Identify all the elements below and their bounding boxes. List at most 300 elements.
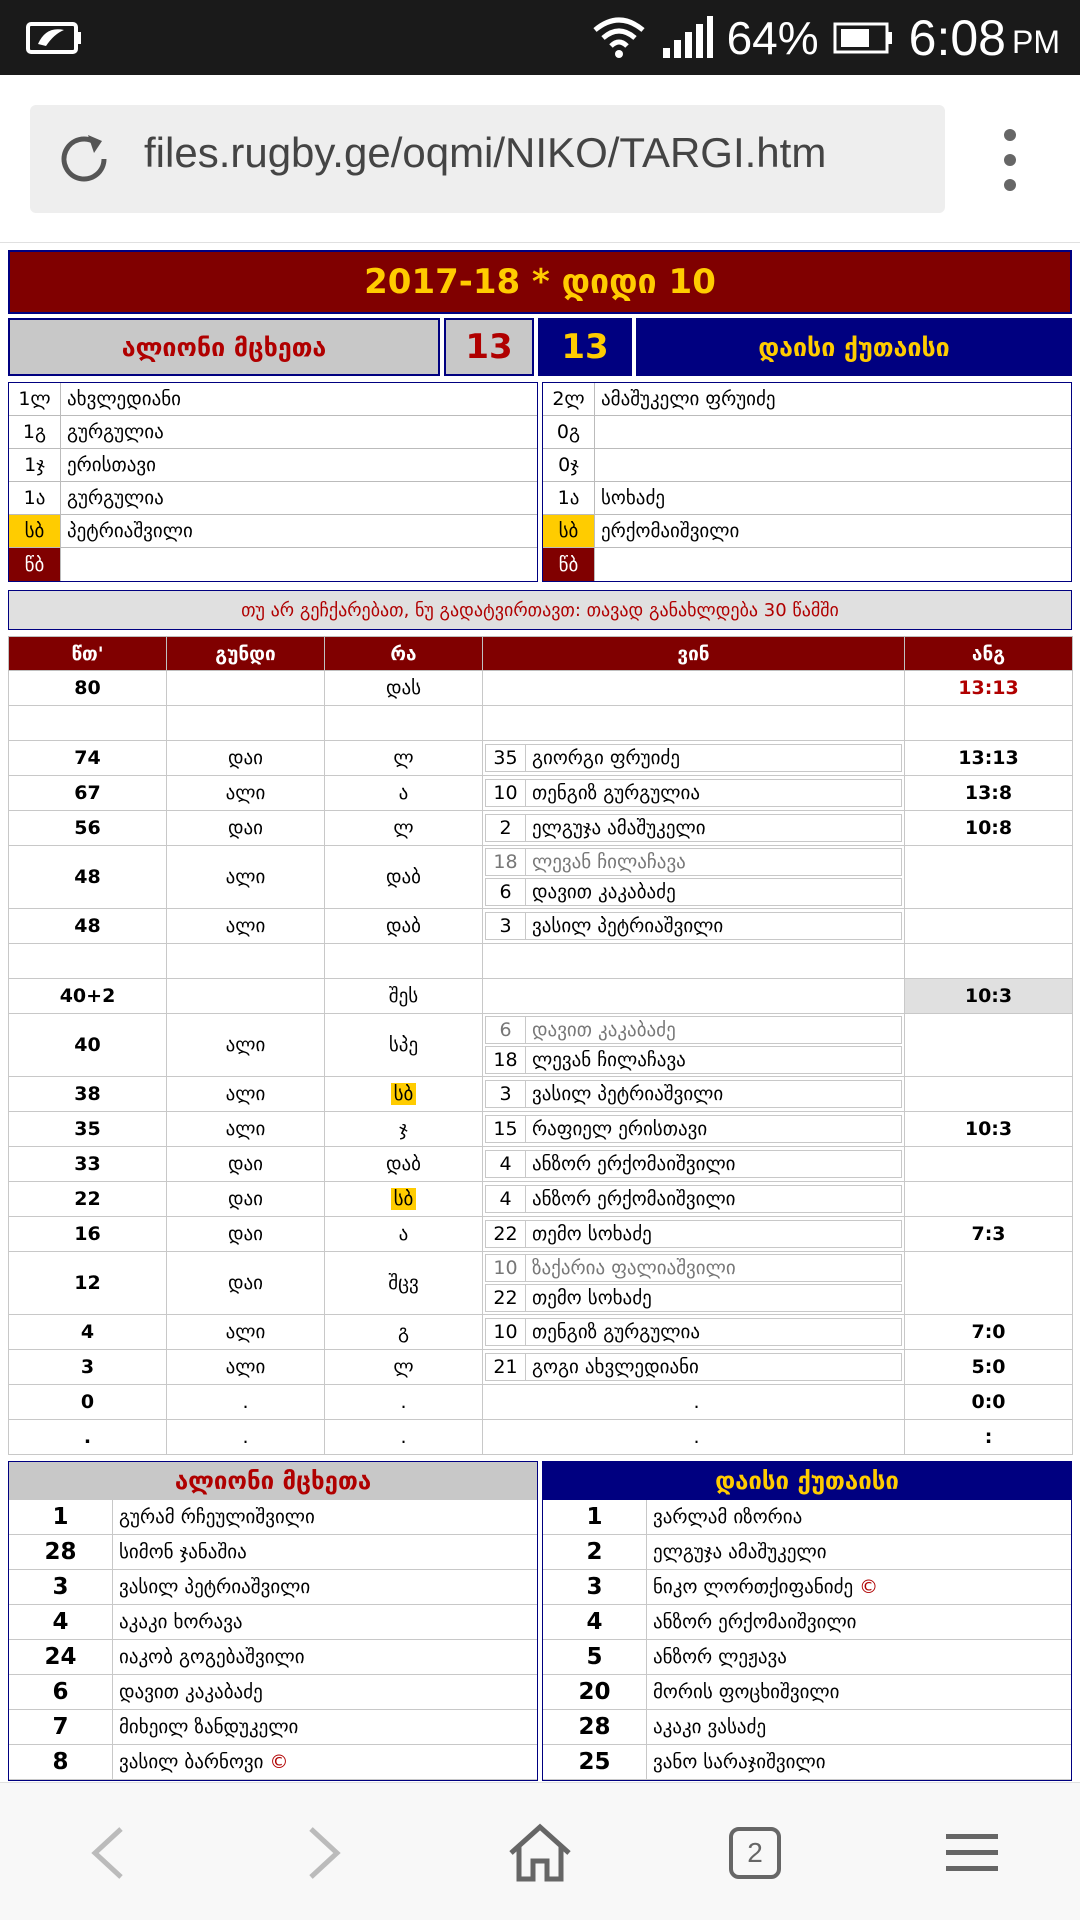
player-entry <box>485 848 902 876</box>
yellow-card-badge: სბ <box>391 1083 417 1105</box>
squad-number: 5 <box>543 1640 647 1674</box>
scorer-name: გურგულია <box>67 421 164 443</box>
table-row <box>9 1420 1073 1455</box>
event-minute: 12 <box>9 1252 167 1315</box>
event-team: დაი <box>167 741 325 776</box>
event-team <box>167 979 325 1014</box>
event-score: 13:8 <box>905 776 1073 811</box>
player-entry <box>485 814 902 842</box>
event-type: . <box>325 1420 483 1455</box>
browser-toolbar <box>0 75 1080 243</box>
player-name: თენგიზ გურგულია <box>532 782 700 804</box>
battery-percent: 64% <box>726 11 819 64</box>
list-item <box>9 1605 537 1640</box>
player-name: ზაქარია ფალიაშვილი <box>532 1257 736 1279</box>
list-item <box>9 1500 537 1535</box>
squad-player-name <box>113 1710 537 1744</box>
overflow-menu-icon[interactable] <box>990 125 1030 195</box>
event-score: 10:8 <box>905 811 1073 846</box>
scorer-code: 2ლ <box>543 383 595 415</box>
match-title: 2017-18 * დიდი 10 <box>8 250 1072 314</box>
player-entry <box>485 1220 902 1248</box>
squad-number: 3 <box>9 1570 113 1604</box>
event-score <box>905 1182 1073 1217</box>
event-players <box>483 1252 905 1315</box>
event-players <box>483 1350 905 1385</box>
event-players <box>483 1217 905 1252</box>
table-row <box>9 909 1073 944</box>
event-team: ალი <box>167 1350 325 1385</box>
list-item <box>543 1500 1071 1535</box>
event-type: ჯ <box>325 1112 483 1147</box>
event-team: დაი <box>167 1147 325 1182</box>
scorer-code: 1ლ <box>9 383 61 415</box>
player-number: 2 <box>486 815 526 841</box>
list-item <box>543 1605 1071 1640</box>
player-entry <box>485 1318 902 1346</box>
event-score: 10:3 <box>905 1112 1073 1147</box>
scorer-name: ერისთავი <box>67 454 156 476</box>
player-name: გურამ რჩეულიშვილი <box>119 1506 315 1528</box>
col-header-player: ვინ <box>483 637 905 671</box>
player-name: ვასილ პეტრიაშვილი <box>532 1083 724 1105</box>
away-team-name: დაისი ქუთაისი <box>636 318 1072 376</box>
col-header-score: ანგ <box>905 637 1073 671</box>
home-scorers <box>8 382 538 582</box>
event-players <box>483 811 905 846</box>
event-minute: 56 <box>9 811 167 846</box>
event-type: დაბ <box>325 1147 483 1182</box>
list-item <box>9 1640 537 1675</box>
yellow-card-badge: სბ <box>391 1188 417 1210</box>
player-name: ელგუჯა ამაშუკელი <box>653 1541 827 1563</box>
signal-icon <box>661 16 713 60</box>
tab-count: 2 <box>747 1837 763 1868</box>
player-number: 3 <box>486 1081 526 1107</box>
scorer-row <box>543 548 1071 581</box>
squad-number: 25 <box>543 1745 647 1779</box>
clock-ampm: PM <box>1012 24 1060 60</box>
scorer-name <box>595 449 1071 481</box>
player-name: მიხეილ ზანდუკელი <box>119 1716 299 1738</box>
page-content <box>8 250 1072 1781</box>
scorer-row <box>9 548 537 581</box>
player-entry <box>485 1254 902 1282</box>
event-type: ა <box>325 1217 483 1252</box>
player-name: ანზორ ერქომაიშვილი <box>653 1611 857 1633</box>
player-name: ვასილ პეტრიაშვილი <box>532 915 724 937</box>
list-item <box>9 1745 537 1780</box>
player-name: სიმონ ჯანაშია <box>119 1541 247 1563</box>
scorer-name <box>61 548 537 581</box>
event-minute: 35 <box>9 1112 167 1147</box>
player-number: 3 <box>486 913 526 939</box>
player-number: 18 <box>486 849 526 875</box>
scorer-code: 1ა <box>9 482 61 514</box>
event-team: დაი <box>167 1182 325 1217</box>
away-squad-title: დაისი ქუთაისი <box>543 1462 1071 1500</box>
squad-player-name <box>647 1500 1071 1534</box>
player-name: ვანო სარაჯიშვილი <box>653 1751 826 1773</box>
score-header <box>8 318 1072 376</box>
event-team: ალი <box>167 909 325 944</box>
squad-number: 1 <box>543 1500 647 1534</box>
event-type: ლ <box>325 1350 483 1385</box>
events-header-row <box>9 637 1073 671</box>
table-row <box>9 1315 1073 1350</box>
tabs-button[interactable] <box>715 1813 795 1893</box>
home-icon <box>505 1821 575 1885</box>
event-score: 10:3 <box>905 979 1073 1014</box>
player-entry <box>485 878 902 906</box>
player-name: ანზორ ერქომაიშვილი <box>532 1188 736 1210</box>
squad-player-name <box>647 1640 1071 1674</box>
scorer-name: სოხაძე <box>601 487 666 509</box>
spacer-row <box>9 706 1073 741</box>
event-score <box>905 1077 1073 1112</box>
squad-number: 28 <box>9 1535 113 1569</box>
event-type: შეს <box>325 979 483 1014</box>
col-header-minute: წთ' <box>9 637 167 671</box>
player-entry <box>485 1150 902 1178</box>
event-score: 0:0 <box>905 1385 1073 1420</box>
event-type: გ <box>325 1315 483 1350</box>
scorer-row <box>9 449 537 482</box>
scorer-name <box>595 416 1071 448</box>
player-name: თენგიზ გურგულია <box>532 1321 700 1343</box>
event-type: . <box>325 1385 483 1420</box>
forward-button[interactable] <box>284 1813 364 1893</box>
player-entry <box>485 1185 902 1213</box>
squad-number: 8 <box>9 1745 113 1779</box>
event-players <box>483 909 905 944</box>
event-minute: 48 <box>9 846 167 909</box>
player-name: აკაკი ხორავა <box>119 1611 243 1633</box>
player-name: გიორგი ფრუიძე <box>532 747 680 769</box>
scorer-name: პეტრიაშვილი <box>67 520 193 542</box>
event-players <box>483 671 905 706</box>
player-entry <box>485 1016 902 1044</box>
spacer-row <box>9 944 1073 979</box>
scorer-row <box>9 482 537 515</box>
event-score <box>905 1252 1073 1315</box>
scorer-code: წბ <box>543 548 595 581</box>
scorer-name: ამაშუკელი ფრუიძე <box>601 388 776 410</box>
event-team: ალი <box>167 1077 325 1112</box>
player-number: 4 <box>486 1151 526 1177</box>
event-players <box>483 846 905 909</box>
home-score: 13 <box>444 318 534 376</box>
list-item <box>543 1745 1071 1780</box>
scorer-code: სბ <box>9 515 61 547</box>
table-row <box>9 671 1073 706</box>
event-minute: 3 <box>9 1350 167 1385</box>
event-score <box>905 909 1073 944</box>
scorer-row <box>543 383 1071 416</box>
player-name: ელგუჯა ამაშუკელი <box>532 817 706 839</box>
back-button[interactable] <box>68 1813 148 1893</box>
scorer-row <box>9 515 537 548</box>
col-header-event: რა <box>325 637 483 671</box>
table-row <box>9 1252 1073 1315</box>
player-name: გოგი ახვლედიანი <box>532 1356 699 1378</box>
event-type: შცვ <box>325 1252 483 1315</box>
event-players: . <box>483 1385 905 1420</box>
player-name: ანზორ ლეჟავა <box>653 1646 787 1668</box>
event-minute: 38 <box>9 1077 167 1112</box>
scorer-code: 1გ <box>9 416 61 448</box>
captain-mark: © <box>269 1751 289 1773</box>
squad-number: 2 <box>543 1535 647 1569</box>
list-item <box>9 1675 537 1710</box>
scorer-row <box>9 383 537 416</box>
event-players <box>483 1147 905 1182</box>
player-entry <box>485 779 902 807</box>
table-row <box>9 1182 1073 1217</box>
table-row <box>9 1217 1073 1252</box>
event-minute: . <box>9 1420 167 1455</box>
event-team <box>167 671 325 706</box>
reload-icon[interactable] <box>52 127 116 191</box>
squad-player-name <box>647 1710 1071 1744</box>
event-players: . <box>483 1420 905 1455</box>
squad-player-name <box>113 1500 537 1534</box>
scorer-row <box>543 482 1071 515</box>
away-scorers <box>542 382 1072 582</box>
scorer-name: გურგულია <box>67 487 164 509</box>
squad-player-name <box>647 1535 1071 1569</box>
event-type: ლ <box>325 811 483 846</box>
event-team: ალი <box>167 1315 325 1350</box>
event-type: დაბ <box>325 846 483 909</box>
scorers-summary <box>8 382 1072 582</box>
address-bar[interactable] <box>30 105 945 213</box>
table-row <box>9 979 1073 1014</box>
battery-icon <box>833 20 895 56</box>
player-name: დავით კაკაბაძე <box>119 1681 263 1703</box>
player-name: თემო სოხაძე <box>532 1223 652 1245</box>
event-score: 5:0 <box>905 1350 1073 1385</box>
squad-number: 28 <box>543 1710 647 1744</box>
player-name: აკაკი ვასაძე <box>653 1716 767 1738</box>
event-players <box>483 1077 905 1112</box>
list-item <box>543 1675 1071 1710</box>
event-minute: 48 <box>9 909 167 944</box>
player-entry <box>485 1353 902 1381</box>
player-name: ანზორ ერქომაიშვილი <box>532 1153 736 1175</box>
event-minute: 40 <box>9 1014 167 1077</box>
event-minute: 33 <box>9 1147 167 1182</box>
player-entry <box>485 1115 902 1143</box>
player-number: 21 <box>486 1354 526 1380</box>
squad-player-name <box>647 1675 1071 1709</box>
squad-player-name <box>113 1745 537 1779</box>
event-minute: 16 <box>9 1217 167 1252</box>
event-team: დაი <box>167 811 325 846</box>
player-entry <box>485 1046 902 1074</box>
squad-player-name <box>113 1605 537 1639</box>
event-players <box>483 776 905 811</box>
event-players <box>483 741 905 776</box>
col-header-team: გუნდი <box>167 637 325 671</box>
event-score <box>905 846 1073 909</box>
squad-number: 1 <box>9 1500 113 1534</box>
squad-number: 4 <box>9 1605 113 1639</box>
hamburger-icon <box>942 1828 1002 1878</box>
event-type: სპე <box>325 1014 483 1077</box>
away-score: 13 <box>538 318 632 376</box>
list-item <box>543 1535 1071 1570</box>
event-team: ალი <box>167 846 325 909</box>
player-name: ვარლამ იზორია <box>653 1506 803 1528</box>
list-item <box>543 1570 1071 1605</box>
player-name: მორის ფოცხიშვილი <box>653 1681 840 1703</box>
event-minute: 0 <box>9 1385 167 1420</box>
wifi-icon <box>591 16 647 60</box>
squad-number: 6 <box>9 1675 113 1709</box>
squad-player-name <box>113 1570 537 1604</box>
player-number: 4 <box>486 1186 526 1212</box>
status-bar <box>0 0 1080 75</box>
player-number: 22 <box>486 1285 526 1311</box>
player-entry <box>485 1284 902 1312</box>
list-item <box>9 1710 537 1745</box>
event-minute: 80 <box>9 671 167 706</box>
event-players <box>483 1112 905 1147</box>
player-entry <box>485 1080 902 1108</box>
scorer-code: 1ა <box>543 482 595 514</box>
event-score: 7:3 <box>905 1217 1073 1252</box>
event-type: ლ <box>325 741 483 776</box>
event-minute: 4 <box>9 1315 167 1350</box>
player-number: 18 <box>486 1047 526 1073</box>
player-name: თემო სოხაძე <box>532 1287 652 1309</box>
player-name: ვასილ პეტრიაშვილი <box>119 1576 311 1598</box>
event-team: ალი <box>167 776 325 811</box>
squad-number: 4 <box>543 1605 647 1639</box>
event-players <box>483 1182 905 1217</box>
player-name: ლევან ჩილაჩავა <box>532 851 686 873</box>
player-number: 6 <box>486 879 526 905</box>
player-entry <box>485 744 902 772</box>
event-score: : <box>905 1420 1073 1455</box>
scorer-row <box>543 449 1071 482</box>
squad-player-name <box>113 1640 537 1674</box>
scorer-name: ახვლედიანი <box>67 388 181 410</box>
event-team: . <box>167 1420 325 1455</box>
event-type: დას <box>325 671 483 706</box>
player-number: 35 <box>486 745 526 771</box>
list-item <box>9 1535 537 1570</box>
list-item <box>9 1570 537 1605</box>
list-item <box>543 1640 1071 1675</box>
squad-number: 7 <box>9 1710 113 1744</box>
table-row <box>9 1077 1073 1112</box>
scorer-code: სბ <box>543 515 595 547</box>
home-squad-title: ალიონი მცხეთა <box>9 1462 537 1500</box>
player-name: დავით კაკაბაძე <box>532 881 676 903</box>
scorer-name <box>595 548 1071 581</box>
event-minute: 74 <box>9 741 167 776</box>
squad-number: 24 <box>9 1640 113 1674</box>
scorer-name: ერქომაიშვილი <box>601 520 740 542</box>
scorer-row <box>543 515 1071 548</box>
clock: 6:08 <box>908 9 1006 66</box>
table-row <box>9 741 1073 776</box>
player-entry <box>485 912 902 940</box>
table-row <box>9 811 1073 846</box>
player-number: 10 <box>486 1255 526 1281</box>
player-name: ლევან ჩილაჩავა <box>532 1049 686 1071</box>
event-score: 13:13 <box>905 671 1073 706</box>
squad-player-name <box>647 1605 1071 1639</box>
home-button[interactable] <box>500 1813 580 1893</box>
player-number: 15 <box>486 1116 526 1142</box>
squad-player-name <box>647 1570 1071 1604</box>
squad-player-name <box>113 1675 537 1709</box>
event-team: ალი <box>167 1014 325 1077</box>
event-type <box>325 1077 483 1112</box>
events-table <box>8 636 1073 1455</box>
squad-number: 3 <box>543 1570 647 1604</box>
event-team: ალი <box>167 1112 325 1147</box>
scorer-code: 1ჯ <box>9 449 61 481</box>
list-item <box>543 1710 1071 1745</box>
event-type: დაბ <box>325 909 483 944</box>
table-row <box>9 1147 1073 1182</box>
event-minute: 40+2 <box>9 979 167 1014</box>
event-score: 13:13 <box>905 741 1073 776</box>
battery-saver-icon <box>24 18 84 56</box>
table-row <box>9 776 1073 811</box>
home-squad <box>8 1461 538 1781</box>
scorer-row <box>9 416 537 449</box>
event-type <box>325 1182 483 1217</box>
menu-button[interactable] <box>932 1813 1012 1893</box>
url-text[interactable]: files.rugby.ge/oqmi/NIKO/TARGI.htm <box>144 129 827 176</box>
player-number: 10 <box>486 780 526 806</box>
scorer-code: 0გ <box>543 416 595 448</box>
player-number: 10 <box>486 1319 526 1345</box>
player-number: 22 <box>486 1221 526 1247</box>
table-row <box>9 1112 1073 1147</box>
scorer-row <box>543 416 1071 449</box>
event-team: . <box>167 1385 325 1420</box>
table-row <box>9 846 1073 909</box>
event-score <box>905 1014 1073 1077</box>
event-team: დაი <box>167 1252 325 1315</box>
player-number: 6 <box>486 1017 526 1043</box>
event-minute: 22 <box>9 1182 167 1217</box>
squads <box>8 1461 1072 1781</box>
squad-number: 20 <box>543 1675 647 1709</box>
event-type: ა <box>325 776 483 811</box>
table-row <box>9 1385 1073 1420</box>
home-team-name: ალიონი მცხეთა <box>8 318 440 376</box>
chevron-left-icon <box>83 1823 133 1883</box>
scorer-code: 0ჯ <box>543 449 595 481</box>
player-name: იაკობ გოგებაშვილი <box>119 1646 305 1668</box>
event-minute: 67 <box>9 776 167 811</box>
captain-mark: © <box>859 1576 879 1598</box>
player-name: ვასილ ბარნოვი <box>119 1751 264 1773</box>
table-row <box>9 1350 1073 1385</box>
squad-player-name <box>647 1745 1071 1779</box>
event-players <box>483 979 905 1014</box>
event-score: 7:0 <box>905 1315 1073 1350</box>
table-row <box>9 1014 1073 1077</box>
away-squad <box>542 1461 1072 1781</box>
